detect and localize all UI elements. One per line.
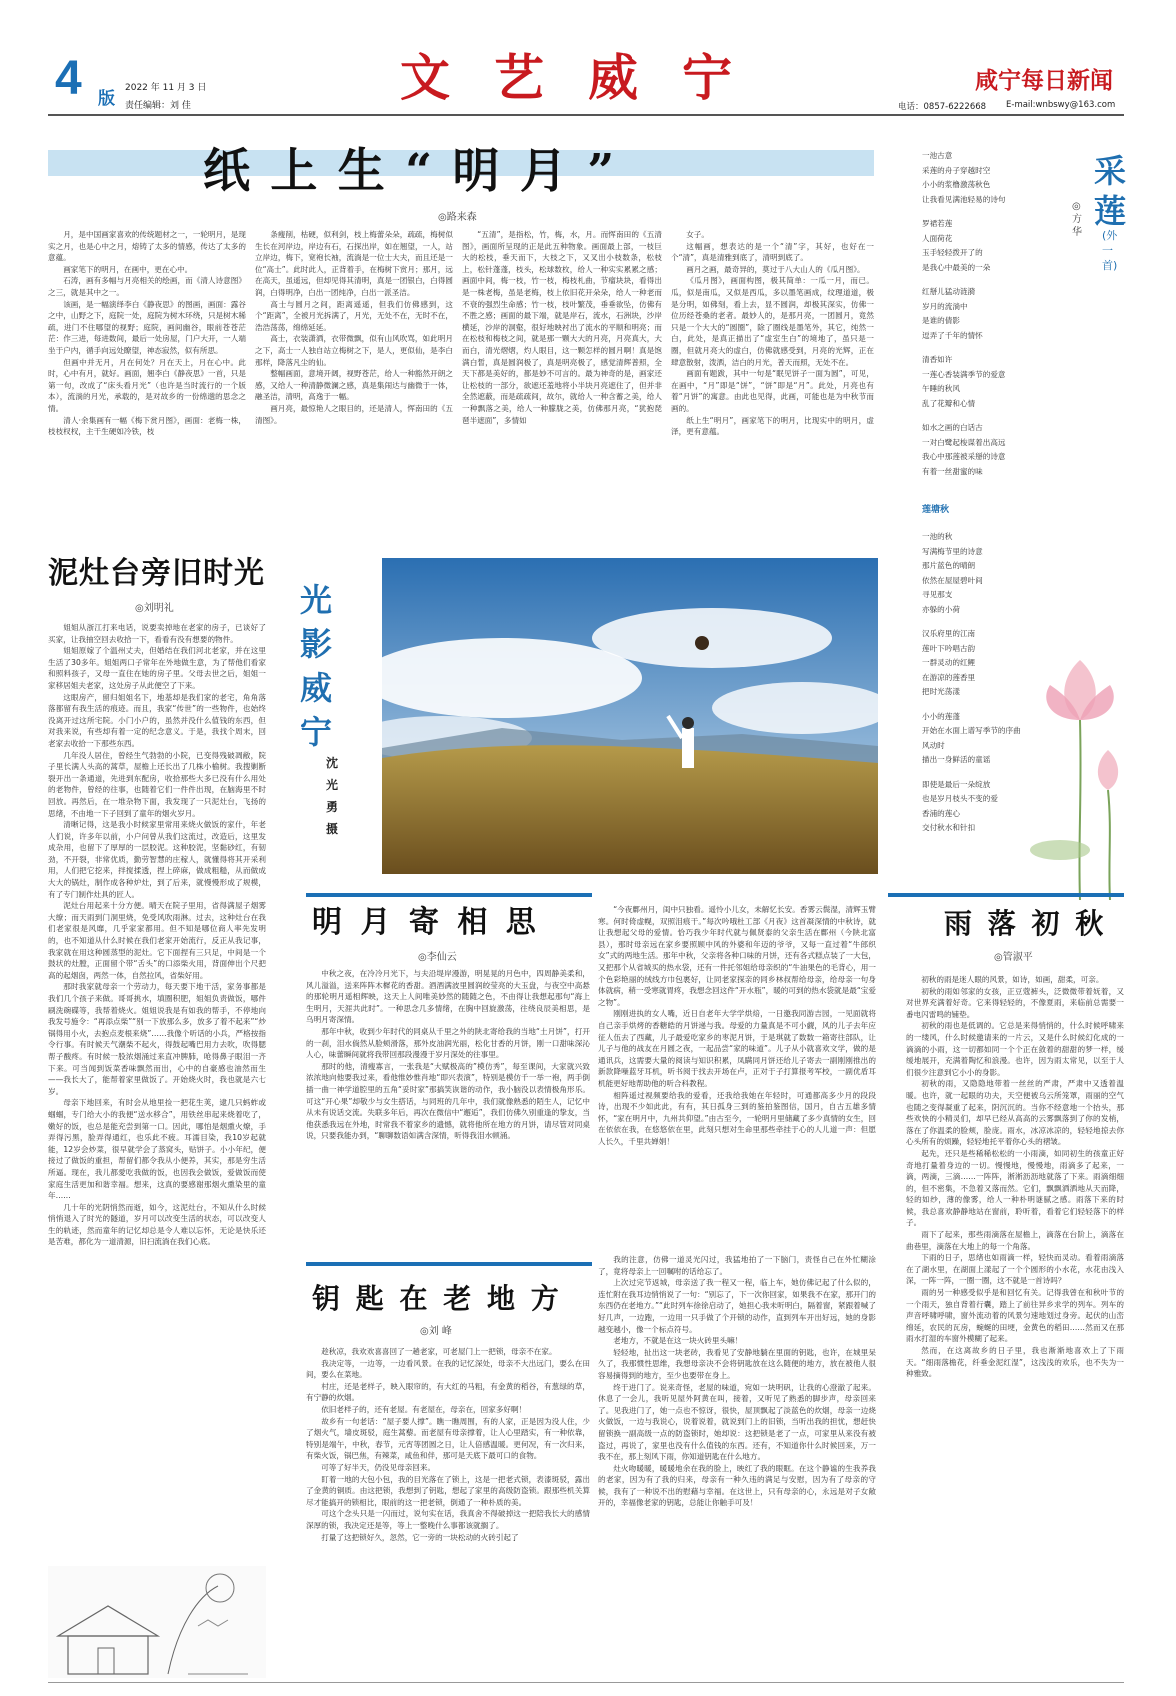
rural-sketch-illustration <box>48 1566 266 1678</box>
autumn-title-bar <box>888 893 1124 897</box>
contact-email: E-mail:wnbswy@163.com <box>1006 100 1116 110</box>
article-moon-title: 明 月 寄 相 思 <box>312 905 540 940</box>
issue-date: 2022 年 11 月 3 日 <box>125 83 207 93</box>
page-number: 4 <box>55 52 82 105</box>
page-suffix: 版 <box>98 89 115 109</box>
lotus-illustration <box>1020 600 1140 900</box>
landscape-photo <box>382 558 878 874</box>
lead-byline: ◎路来森 <box>438 212 477 223</box>
article-hearth-title: 泥灶台旁旧时光 <box>48 556 265 591</box>
lead-col-1: 月，是中国画家喜欢的传统题材之一，一轮明月，是现实之月，也是心中之月，熔铸了太多的情感，传达了太多的意蕴。 画家笔下的明月，在画中，更在心中。 石涛，画有多幅与月亮相关的绘画，而《清人诗意图》之三，就是其中之一。 该画，是一幅演绎李白《静夜思》的图画，画面：露谷之中，山野之下，庭院一处，庭院为树木环绕，只是树木稀疏，进门不住哪望的视野；庭院，画间幽谷，眼前苍苍茫茫：作三进，每进数间，最后一处房屋，门户大开，一人端坐于户内，循手向远处瞭望，神态寂然，似有所思。 但画中并无月，月在何处？月在天上，月在心中。此时，心中有月，就好。画面，翘李白《静夜思》一首，只是第一句，改成了“床头看月光”（也许是当时流行的一个版本），流淌的月光，承载的，是对故乡的一份绵邈的思念之情。 清人·余集画有一幅《梅下赏月图》，画面：老梅一株，枝枝杈杈，主干生硬如冷铁，枝 <box>48 230 246 437</box>
article-hearth-body: 姐姐从浙江打来电话，说要卖掉地在老家的房子，已谈好了买家，让我抽空回去收拾一下，看看有没有想要的物件。 姐姐原嫁了个温州丈夫，但婚结在我们河北老家，并在这里生活了30多年。姐姐两口子常年在外地做生意，为了帮他们看家和照料孩子，又母一直住在她的房子里。父母去世之后，姐姐一家移居姐夫老家，这处房子从此便空了下来。 这眼房产，留归姐姐名下，地基却是我们家的老宅，角角落落都留有我生活的痕迹。而且，我家“传世”的一些物件，也始终没离开过这所宅院。小门小户的，虽然并没什么值钱的东西，但对我来说，有些却有着一定的纪念意义。于是，我找个周末，回老家去收拾一下那些东西。 几年没人居住，曾经生气勃勃的小院，已变得残破凋敝，院子里长满人头高的蒿草，屋檐上还长出了几株小榆树。我搜剿断裂开出一条通道，先进到东配房，收拾那些大多已没有什么用处的老物件，曾经的往事，也随着它们一件件出现，在脑海里不时回放。再然后，在一堆杂物下面，我发现了一只泥灶台，飞扬的思绪，不由地一下子回到了童年的烟火岁月。 清晰记得，这是我小时候家里常用来烧火做饭的家什，年老人们说，许多年以前，小户问曾从我们这流过，改造后，这里发成杂用，也留下了厚厚的一层胶泥。这种胶泥，坚黏砂红，有韧劲，不开裂，非常优质，勤劳智慧的庄稼人，就懂得将其开采利用，人们把它挖来，拌搅揉透，捏上碎麻，做成粗糙，从而做成大大的锅灶，制作成各种炉灶，到了后来，就慢慢形成了规模，有了专门制作灶具的匠人。 泥灶台用起来十分方便。晴天在院子里用，省得满屋子烟雾大缭；而天雨到门洞里烧，免受风吹雨淋。过去，这种灶台在我们老家很是风靡，几乎家家都用。但不知是哪位商人率先发明的，也不知道从什么时候在我们老家开始流行，反正从我记事，我家就在用这种圆蒸型的泥灶。它下面捏有三只足，中间是一个鼓状的灶膛，正面留个带“舌头”的口添柴火用，背面伸出个尺把高的起烟囱，两然一体，自然拉风，省柴好用。 那时我家就母亲一个劳动力，每天要下地干活，家务事都是我们几个孩子来做。哥哥挑水，填圈积肥，姐姐负责做饭，哪件刷洗碗碟等，我帮着烧火。姐姐说我是有如我的帮手，不停地向我发号施令：“再添点柴”“别一下放那么多，放多了着不起来”“炒锅得用小火，去抱点麦根来烧”……我像个听话的小兵，严格按指令行事。有时候天气潮柴不起火，得鼓起嘴巴用力去吹，吹得腮帮子酸疼。有时候一股浓烟涌过来直冲脾肺，呛得鼻子眼泪一齐下来。可当闻到饭菜香味飘然而出，心中的自豪感也油然而生——我长大了，能帮着家里做饭了。开始烧火时，我也就是六七岁。 母亲下地回来，有时会从地里捡一把花生荚，逮几只蚂蚱或蝈蝈，专门给大小的我便“送水移合”，用铁丝串起来烧着吃了，嫩好的饭，也总是能充尝到第一口。因此，哪怕是烟熏火燎，手弄得污黑，脸弄得通红，也乐此不疲。耳濡目染，我10岁起就能，12岁会炒菜，很早就学会了蒸窝头，贴饼子。小小年纪，便接过了做饭的重担，帮留们都令我从小便养，其实，那是穷生活所逼。现在，我儿都愛吃我做的饭，也因我会做饭，爱做饭而使家庭生活更加和谐幸福。想来，这真的要感谢那烟火熏染里的童年…… 几十年的光阴悄然而逝，如今，这泥灶台，不知从什么时候悄悄退入了时光的隧道，岁月可以改变生活的状态，可以改变人生的轨迹，然而童年的记忆却总是令人难以忘怀，无论是快乐还是苦难，都化为一道清源，旧扫流淌在我们心底。 <box>48 623 266 1247</box>
footer-rule <box>48 1682 1124 1683</box>
newspaper-brand: 咸宁每日新闻 <box>975 67 1113 94</box>
lead-col-3: “五清”，是指松，竹，梅，水，月。而恽南田的《五清图》，画面所呈现的正是此五种物象。画面最上部，一枝巨大的松枝，垂天而下，大枝之下，又叉出小枝数条，松枝上，松针蓬蓬，枝头，松球数枚，给人一种实实累累之感；画面中间，梅一枝，竹一枝，梅枝札曲，节瘤块块，看得出是一株老梅，虽是老梅，枝上依旧花开朵朵，给人一种老而不衰的强烈生命感；竹一枝，枝叶繁茂，垂垂欲坠，仿佛有不胜之感；画面的最下端，就是岸石，流水，石洲块，沙岸横延，沙岸的洞壑，很好地映衬出了流水的平顺和明亮；而在松枝和梅枝之间，就是那一颗大大的月亮，月亮真大，大而白，清光熠熠，灼人眼目，这一颗怎样的圆月啊！真是饱满白皙，真是圆润极了，真是明亮极了，感觉清辉普照，全天下都是美好的，都是妙不可言的。最为神奇的是，画家还让松枝的一部分，欲遮还羞地将小半块月亮遮住了，但并非全然遮蔽，而是疏疏间，故尔，就给人一种含蓄之美，给人一种飘落之美，给人一种朦胧之美，仿佛那月亮，“犹抱琵琶半遮面”，多情如 <box>462 230 662 425</box>
article-moon-byline: ◎李仙云 <box>418 952 457 963</box>
photo-heading: 光影威宁 <box>300 581 333 751</box>
lead-title: 纸 上 生 “ 明 月 ” <box>203 144 617 199</box>
header-rule <box>48 114 1124 116</box>
poem-main-subtitle: (外一首) <box>1102 229 1118 272</box>
article-key-col-1: 趁秋凉，我欢欢喜喜回了一趟老家，可老屋门上一把锁，母亲不在家。 我决定等，一边等，一边看风景。在我的记忆深处，母亲不大出远门，要么在田间，要么在菜地。 村庄，还是老样子，映入眼帘的，有大红的马粗，有金黄的稻谷，有葱绿的草，有宁静的炊烟。 依旧老样子的，还有老屋。有老屋在，母亲在，回家多好啊！ 故乡有一句老话：“屋子要人撑”。瞧一瞧周围，有的人家，正是因为没人住，少了烟火气，墙皮斑驳，庭生蒿藜。而老屋有母亲撑着，让人心里踏实，有一种依靠，特别是端午，中秋，春节，元宵等团圆之日，让人倍感温暖。更何况，有一次归来，有柴火饭，锅巴焦，有辣菜，咸鱼和伴，那可是天底下最可口的食物。 可等了好半天，仍没见母亲回来。 盯着一地的大包小包，我的目光落在了锁上，这是一把老式锁，表漆斑驳，露出了金黄的铜质。由这把锁，我想到了钥匙，想起了家里的高级防盗锁。跟那些机关算尽才能搞开的锁相比，眼前的这一把老锁，倒通了一种朴质的美。 可这个念头只是一闪而过，说句实在话，我真舍不得破掉这一把陪我长大的感情深厚的锁，我决定还是等，等上一整晚什么事都该就搁了。 打量了这把锁好久，忽然，它一旁的一块松动的火砖引起了 <box>306 1347 590 1542</box>
poem-sub-body: 一池的秋 写满梅节里的诗意 那片蓝色的晴朗 依然在屋屋碧叶间 寻见那支 亦躲的小荷 汉乐府里的江南 莲叶下吟唱古韵 一群灵动的红鲤 在游凉的莲香里 把时光荡漾 小小的莲蓬 开始在水面上谱写季节的序曲 风动时 描出一身鲜活的童谣 即使是最后一朵绽放 也是岁月枝头不变的爱 香浦的莲心 交付秋水和针扣 <box>922 532 1021 832</box>
poem-main-body: 一池古意 采莲的舟子穿越时空 小小的浆橹激荡秋色 让我看见满池轻易的诗句 罗裙若莲 人面荷花 玉手轻轻拨开了的 是我心中最美的一朵 红掰儿猛动涟漪 岁月的流淌中 是谁的倩影 逗弄了千年的情怀 清香如许 一莲心香装满季节的爱意 午睡的秋风 乱了花瓣和心情 如水之画的白话古 一对白鹭起梭谋着出高远 我心中那莲被采掰的诗意 有着一丝甜蜜的味 <box>922 151 1006 476</box>
article-autumn-body: 初秋的雨是迷人眼的风景，如诗，如画，甜柔，可亲。 初秋的雨如邻家的女孩，正豆蔻裤头，泛微微带着妩着，又对世界充满着好奇。它来得轻轻的，不像夏雨，来临前总需要一番电闪雷鸣的铺垫。 初秋的雨也是低调的。它总是来得悄悄的，什么时候呼啸来的一缕风，什么时候邀请来的一片云，又是什么时候幻化成的一滴滴的小雨，这一切都如同一个个正在敛着的甜甜的梦一样，缓缓地展开，充满着陶忆和浪漫。也许，因为雨太常见，以至于人们很少注意到它小小的身影。 初秋的雨，又隐隐地带着一丝丝的严肃，严肃中又透着温暖。也许，就一起眼的功夫，天空便被乌云所笼罩，雨丽的空气也随之变得凝重了起来，阴沉沉的。当你不经意地一个抬头，那些欢快的小精灵们，却早已经从高高的云雾飘落到了你的发梢，落在了你温柔的脸颊，脸庞。雨水，冰凉冰凉的，轻轻地掠去你心头所有的烦躁，轻轻地托平着你心头的褶皱。 起先，还只是些稀稀松松的一小雨滴，如同初生的孩童正好奇地打量着身边的一切。慢慢地，慢慢地，雨滴多了起来，一滴，两滴，三滴……一阵阵，淅淅沥沥地就落了下来。雨滴细细的，但不密集，不急着又落而然。它们，飘飘洒洒地从天而降，轻的如纱，薄的像雾，给人一种朴明谜腻之感。雨落下来的时候，我总喜欢静静地站在窗前，聆听着，看着它们轻轻落下的样子。 雨下了起来，那些雨滴落在屋檐上，滴落在台阶上，滴落在曲巷里，滴落在大地上的每一个角落。 下雨的日子，思绪也如雨滴一样，轻快而灵动。看着雨滴落在了湖水里，在湖面上漾起了一个个圆形的小水花，水花由浅入深，一阵一阵，一圈一圈，这不就是一首诗吗？ 雨的另一种感受似乎是和回忆有关。记得我曾在和秋叶节的一个雨天，独自背着行囊，踏上了前往异乡求学的列车。列车的声音呼啸呼啸，窗外流动着的风景匀速地划过身旁。起伏的山峦绵延，农民的瓦房，蜿蜒的田埂，金黄色的稻田……然而又在那雨水打湿的车窗外模糊了起来。 然而，在这离故乡的日子里，我也渐渐地喜欢上了下雨天。“细雨落檐花，纤垂金泥红湿”，这浅浅的欢乐，也不失为一种雅致。 <box>906 975 1124 1379</box>
poem-main-title-2: 莲 <box>1094 192 1127 230</box>
article-autumn-byline: ◎管淑平 <box>994 952 1033 963</box>
article-hearth-byline: ◎刘明礼 <box>135 603 174 614</box>
article-key-title: 钥 匙 在 老 地 方 <box>312 1282 562 1315</box>
photo-credit: 沈光勇摄 <box>326 756 339 836</box>
poem-main-byline: ◎方 华 <box>1072 201 1082 238</box>
article-moon-col-2: “今夜鄜州月，闺中只独看。遥怜小儿女，未解忆长安。香雾云鬓湿，清辉玉臂寒。何时倚虚幌，双照泪痕干。”每次吟哦杜工部《月夜》这首凝深情的中秋诗，就让我想起父母的爱情。恰巧我少年时代就与佩贤泰的父亲生活在鄜州（今陕北富县），那时母亲远在家乡要照顾中风的外婆和年迈的爷爷，又每一直过着“牛郎织女”式的两地生活。那年中秋，父亲将各种口味的月饼，还有各式糕点装了一大包，又把那个从省城买的热水袋，还有一件托邻姐给母亲织的“牛油果色的毛背心，用一个色彩艳丽的绒线方巾包裹好，让同老家探亲的同乡林叔帮给母亲，给母亲一句身体就病，稍一受寒就胃疼，我想念回这件“开水瓶”，暖的可到的热水袋就是最“宝爱之物”。 刚刚进执的女人嘴，近日自老年大学学烘焙，一日邀我同游吉园，一见面就将自己亲手烘烤的香糖皓的月饼递与我。母爱的力量真是不可小觑，风的儿子去年应征人伍去了西藏，儿子最爱吃家乡的枣泥月饼，于是琪就了数数一箱寄往部队，让儿子与他的战友在月圆之夜，一起品尝“家的味道”。儿子从小就喜欢文学，做的是通讯兵，这需要大量的阅读与知识积累，凤瞒同月饼还给儿子寄去一副刚刚推出的新款降噪蓝牙耳机，听书阅于找去开场在卢，正对于子打算报考军校，一副优盾耳机能更好地帮助他的听合科教程。 相阵遥过视频要给我的爱看，还我给我她在年轻时，可通都高多少月的段段诗，出现不少如此此，有有，其日孤身三到的鉴拍鉴图信，国月，自古五雄多情怀，“家在明月中，九州共仰望。”由古至今，一轮明月里储藏了多少真情的女生，回在依依在我，在悠悠依在里，此刻只想对生命里那些牵挂于心的人儿道一声：但愿人长久，千里共婵娟！ <box>598 905 876 1146</box>
article-autumn-title: 雨 落 初 秋 <box>944 907 1107 940</box>
article-key-col-2: 我的注意，仿佛一道灵光闪过，我猛地拍了一下脑门，责怪自己在外忙糊涂了，竟将母亲上一回嘱咐的话给忘了。 上次过完节返城，母亲送了我一程又一程，临上车，她仿佛记起了什么似的，连忙附在我耳边悄悄说了一句：“别忘了，下一次你回家，如果我不在家，那开门的东西仍在老地方。”“此时列车徐徐启动了，她担心我未听明白，隔着窗，紧跟着喊了好几声，一边跑，一边用一只手做了个开锁的动作，直到列车开出好远，她的身影越变越小，像一个标点符号。 老地方，不就是在这一块火砖里头嘛！ 轻轻地，扯出这一块老砖，我看见了安静地躺在里面的钥匙，也许，在城里呆久了，我那惯性思维，我想母亲决不会将钥匙放在这么随便的地方，放在被他人很容易摘得到的地方，至少也要带在身上。 终于进门了。说来奇怪，老屋的味道，宛如一块明矾，让我的心澄澈了起来。休息了一会儿，我听见屋外阿黄在叫，接着，又听见了熟悉的脚步声，母亲回来了。见我进门了，她一点也不惊讶，很快，屋顶飘起了淡蓝色的炊烟，母亲一边烧火做饭，一边与我说心，说着说着，就说到门上的旧锁，当听出我的担忧，想赶快留锁换一副高级一点的防盗锁时，她却说：这把锁是老了一点，可家里从来没有被盗过，再说了，家里也没有什么值钱的东西。还有，不知道你什么时候回来，万一我不在，那上刻风下雨，你知道钥匙在什么地方。 灶火吻暖暖，暖暖地余在我的脸上，映红了我的眼眶。在这个静谧的生我养我的老家，因为有了我的归来，母亲有一种久违的满足与安慰，因为有了母亲的守候，我有了一种说不出的慰藉与幸福。在这世上，只有母亲的心，永远是对子女敞开的，幸福像老家的钥匙，总能让你触手可及！ <box>598 1255 876 1508</box>
editor-credit: 责任编辑：刘 佳 <box>125 101 191 111</box>
contact-phone: 电话：0857-6222668 <box>898 102 987 112</box>
lead-col-2: 条瘦削，枯硬，似利剑，枝上梅蕾朵朵，疏疏，梅树似生长在河岸边，岸边有石，石探出岸，如在翘望，一人，站立岸边，梅下，宽袍长袖，流淌是一位士大夫，而且还是一位“高士”。此时此人，正背着手，在梅树下赏月；那月，远在高天，虽遥远，但却见得其清明，真是一团银白，白得圆润，白得明净，白出一团纯净，白出一派圣洁。 高士与圆月之间，距离遥遥，但我们仿佛感到，这个“距离”，全被月光拆满了，月光，无处不在，无时不在，浩浩荡荡，绵绵延延。 高士，衣装潇洒，衣带微飘，似有山风吹骂，如此明月之下，高士一人独自站立梅树之下，是人，更似仙，是李白那样，降落凡尘的仙。 整幅画面，意境开阔，视野苍茫，给人一种豁然开朗之感，又给人一种清静微澜之感，真是集闹达与幽微于一体，融圣洁，清明，高逸于一幅。 画月亮，最惊艳人之眼目的，还是清人，恽南田的《五清图》。 <box>255 230 453 425</box>
poem-main-title-1: 采 <box>1094 152 1127 190</box>
lead-col-4: 女子。 这幅画，想表达的是一个“清”字，其好，也好在一个“清”，真是清雅到底了，清明到底了。 画月之画，最奇异的，莫过于八大山人的《瓜月图》。 《瓜月图》，画面构图，极其简单：一瓜一月，而已。瓜，似是南瓜，又似是西瓜，多以墨笔画成，纹理道道，极是分明，如佛刻，看上去，显不圆润，却极其深实，仿佛一位历经苍桑的老者。最妙人的，是那月亮，一团圆月，竟然只是一个大大的“圆圈”，除了圈线是墨笔外，其它，纯然一白，此处，是真正描出了“虚室生白”的境地了，虽只是一圈，但就月亮大的虚白，仿佛就感受到，月亮的光辉，正在肆意散射，泼洒，洁白的月光，普天而照，无处不在。 画面有题跋，其中一句是“眠见饼子一面为圆”，可见，在画中，“月”即是“饼”，“饼”即是“月”。此处，月亮也有着“月饼”的寓意。由此也见得，此画，可能也是为中秋节而画的。 纸上生“明月”，画家笔下的明月，比现实中的明月，虚泽，更有意蕴。 <box>671 230 874 437</box>
article-key-byline: ◎刘 峰 <box>420 1326 452 1337</box>
masthead <box>0 0 1176 112</box>
article-moon-col-1: 中秋之夜，在冷冷月光下，与夫沿堤岸漫游，明晃晃的月色中，四周静美柔和，风儿溢溢，送来阵阵木樨花的香甜。酒酒满波里圆润皎莹亮的大玉盘，与夜空中高悬的那轮明月遥相辉映，这天上人间唯美妙然的随随之色，不由得让我想起那句“海上生明月，天涯共此时”。一种思念几多情绪，在胸中回旋激荡，往绕良辰美相思，是乌明月寄深情。 那年中秋，收到少年时代的同桌从千里之外的陕北寄给我的当地“土月饼”，打开的一刹，泪水倘然从脸颊滑落，那外皮油润光丽，松化甘香的月饼，刚一口甜味深沁人心，味蕾瞬间就将我带回那段漫漫于岁月深处的往事里。 那时的他，清瘦寡言，一张我是“大赋极高的”模仿秀”，每至课间，大家就兴致浓浓地向他要我过来，看他惟妙惟肖地“即兴表演”，特别是模仿千一举一袍，两手倒插一曲一神学道腔里的五角“妥时家”那搞笑诙谐的动作，我小脑没以表情极角形乐。可这“开心果”却敬少与女生搭话，与同班的几年中，我们就像熟悉的陌生人，记忆中从未有说话交流。失联多年后，再次在微信中“邂逅”，我们仿佛久别重逢的挚友，当他获悉我远在外地，时常我不着家乡的遗憾，就将他所在地方的月饼，请尽管对同桌说，只要我能办到，“聊聊数语如满含深情，听得我泪水顿涌。 <box>306 969 590 1141</box>
key-title-bar <box>306 1262 592 1266</box>
moon-title-bar <box>306 893 592 897</box>
poem-sub-title: 莲塘秋 <box>922 505 950 515</box>
section-title: 文艺威宁 <box>400 48 776 107</box>
